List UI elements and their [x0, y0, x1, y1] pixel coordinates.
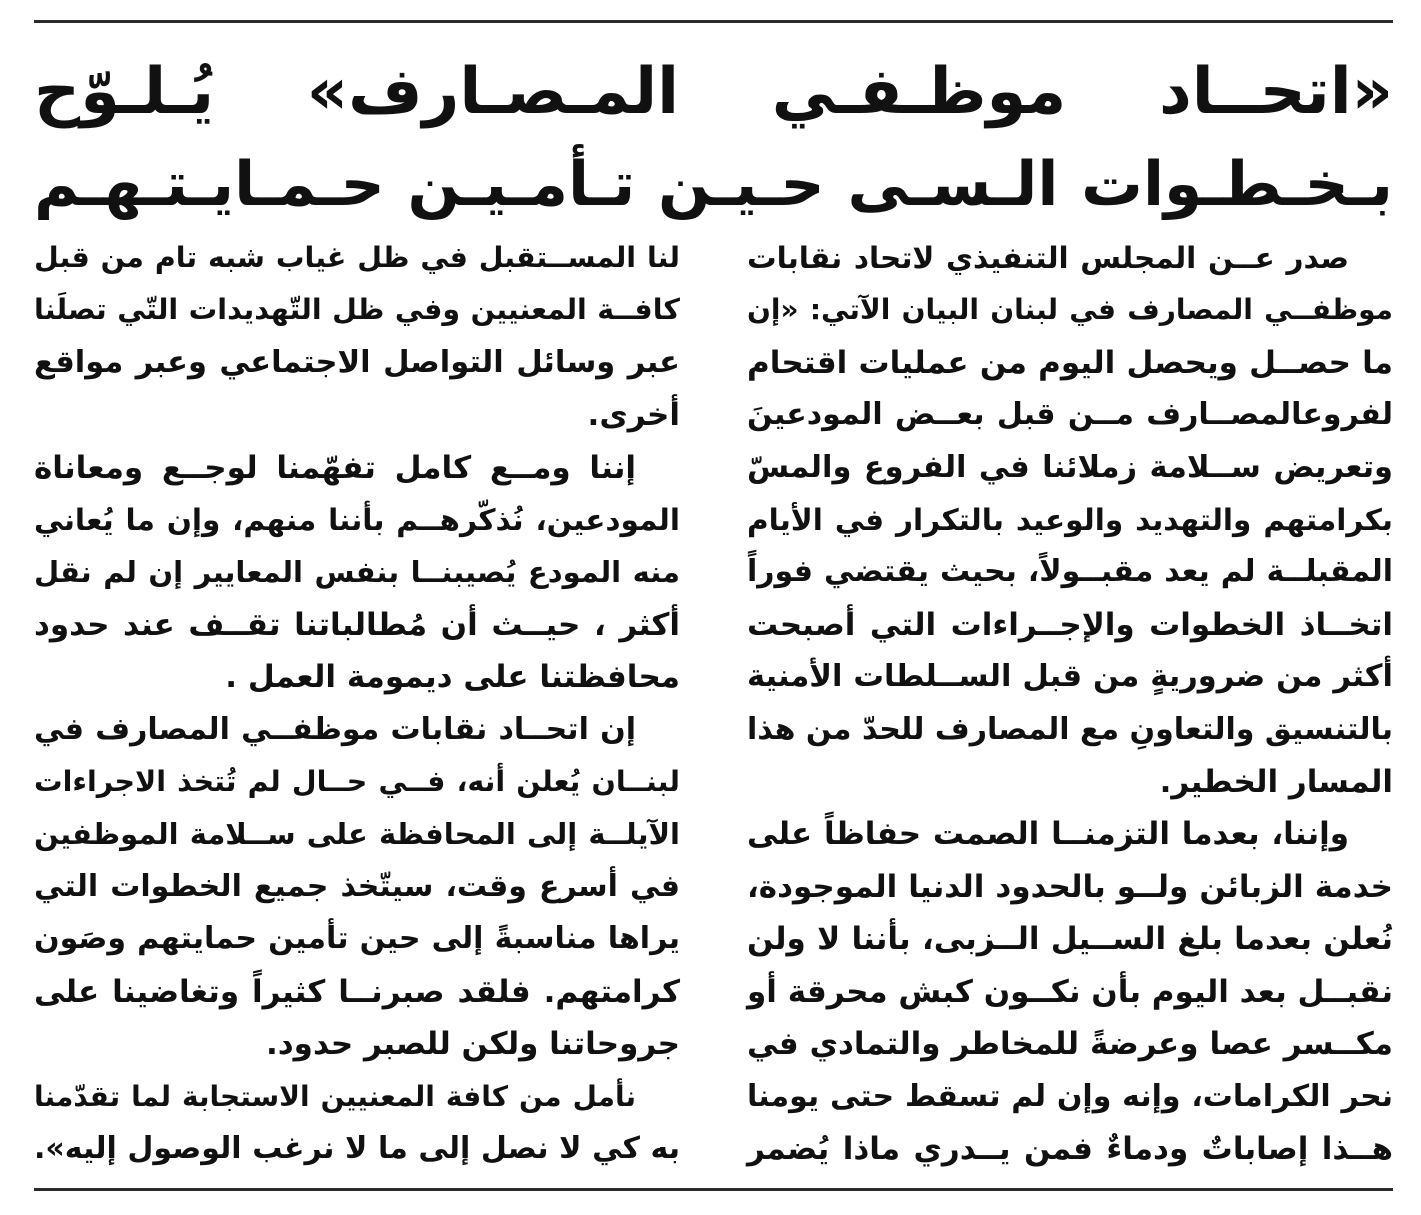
text-line: وتعريض ســلامة زملائنا في الفروع والمسّ	[747, 449, 1393, 485]
text-line: نحر الكرامات، وإنه وإن لم تسقط حتى يومنا	[747, 1078, 1393, 1114]
text-line: الآيلــة إلى المحافظة على ســلامة الموظفين	[34, 817, 680, 852]
text-line: كرامتهم. فلقد صبرنــا كثيراً وتغاضينا على	[34, 973, 680, 1010]
text-line: نقبــل بعد اليوم بأن نكــون كبش محرقة أو	[747, 973, 1393, 1010]
text-line: لبنــان يُعلن أنه، فــي حــال لم تُتخذ الاجراءات	[34, 765, 680, 799]
text-line: خدمة الزبائن ولــو بالحدود الدنيا الموجودة،	[747, 868, 1393, 905]
paragraph	[747, 232, 1393, 808]
top-rule	[34, 20, 1393, 23]
column-left	[34, 232, 680, 1175]
text-line: أكثر ، حيــث أن مُطالباتنا تقــف عند حدود	[34, 606, 680, 643]
text-line: منه المودع يُصيبنــا بنفس المعايير إن لم نقل	[34, 555, 680, 590]
text-line: أكثر من ضروريةٍ من قبل الســلطات الأمنية	[747, 659, 1393, 695]
text-line: يراها مناسبةً إلى حين تأمين حمايتهم وصَون	[34, 921, 680, 957]
headline-line-2: بـخـطـوات الـسـى حـيـن تـأمـيـن حـمـايـتـهـم	[34, 148, 1393, 220]
bottom-rule	[34, 1188, 1393, 1191]
text-line: إن اتحــاد نقابات موظفــي المصارف في	[34, 711, 636, 747]
text-line: كافــة المعنيين وفي ظل التّهديدات التّي تصلَنا	[34, 293, 680, 327]
text-line: عبر وسائل التواصل الاجتماعي وعبر مواقع	[34, 344, 680, 380]
text-line: محافظتنا على ديمومة العمل .	[225, 659, 680, 696]
text-line: لنا المســتقبل في ظل غياب شبه تام من قبل	[34, 241, 680, 274]
paragraph	[34, 1071, 680, 1176]
text-line: إننا ومــع كامل تفهّمنا لوجــع ومعاناة	[34, 449, 636, 486]
text-line: المودعين، نُذكّرهــم بأننا منهم، وإن ما يُعاني	[34, 503, 680, 538]
text-line: لفروعالمصــارف مــن قبل بعــض المودعينَ	[747, 397, 1393, 433]
text-line: بالتنسيق والتعاونِ مع المصارف للحدّ من هذا	[747, 711, 1393, 747]
column-right	[747, 232, 1393, 1175]
text-line: موظفــي المصارف في لبنان البيان الآتي: «إن	[747, 293, 1393, 327]
paragraph	[34, 442, 680, 704]
text-line: أخرى.	[587, 397, 680, 434]
text-line: نُعلن بعدما بلغ الســيل الــزبى، بأننا لا ولن	[747, 921, 1393, 958]
text-line: ما حصــل ويحصل اليوم من عمليات اقتحام	[747, 344, 1393, 381]
text-line: جروحاتنا ولكن للصبر حدود.	[265, 1026, 680, 1063]
paragraph	[34, 704, 680, 1071]
text-line: نأمل من كافة المعنيين الاستجابة لما تقدّمنا	[34, 1079, 636, 1113]
text-line: صدر عــن المجلس التنفيذي لاتحاد نقابات	[747, 241, 1349, 275]
article-body	[34, 232, 1393, 1167]
paragraph	[747, 808, 1393, 1175]
text-line: في أسرع وقت، سيتّخذ جميع الخطوات التي	[34, 868, 680, 904]
paragraph	[34, 232, 680, 442]
text-line: به كي لا نصل إلى ما لا نرغب الوصول إليه».	[34, 1130, 680, 1166]
text-line: اتخــاذ الخطوات والإجــراءات التي أصبحت	[747, 606, 1393, 643]
headline-line-1: «اتحــاد موظـفـي المـصـارف» يُـلـوّح	[34, 55, 1393, 129]
text-line: المسار الخطير.	[1159, 764, 1393, 801]
text-line: بكرامتهم والتهديد والوعيد بالتكرار في الأيام	[747, 503, 1393, 538]
headline	[34, 46, 1393, 230]
text-line: مكــسر عصا وعرضةً للمخاطر والتمادي في	[747, 1026, 1393, 1063]
text-line: المقبلــة لم يعد مقبــولاً، بحيث يقتضي فوراً	[747, 554, 1393, 590]
text-line: هــذا إصاباتٌ ودماءٌ فمن يــدري ماذا يُضمر	[747, 1130, 1393, 1167]
text-line: وإننا، بعدما التزمنــا الصمت حفاظاً على	[747, 816, 1349, 853]
